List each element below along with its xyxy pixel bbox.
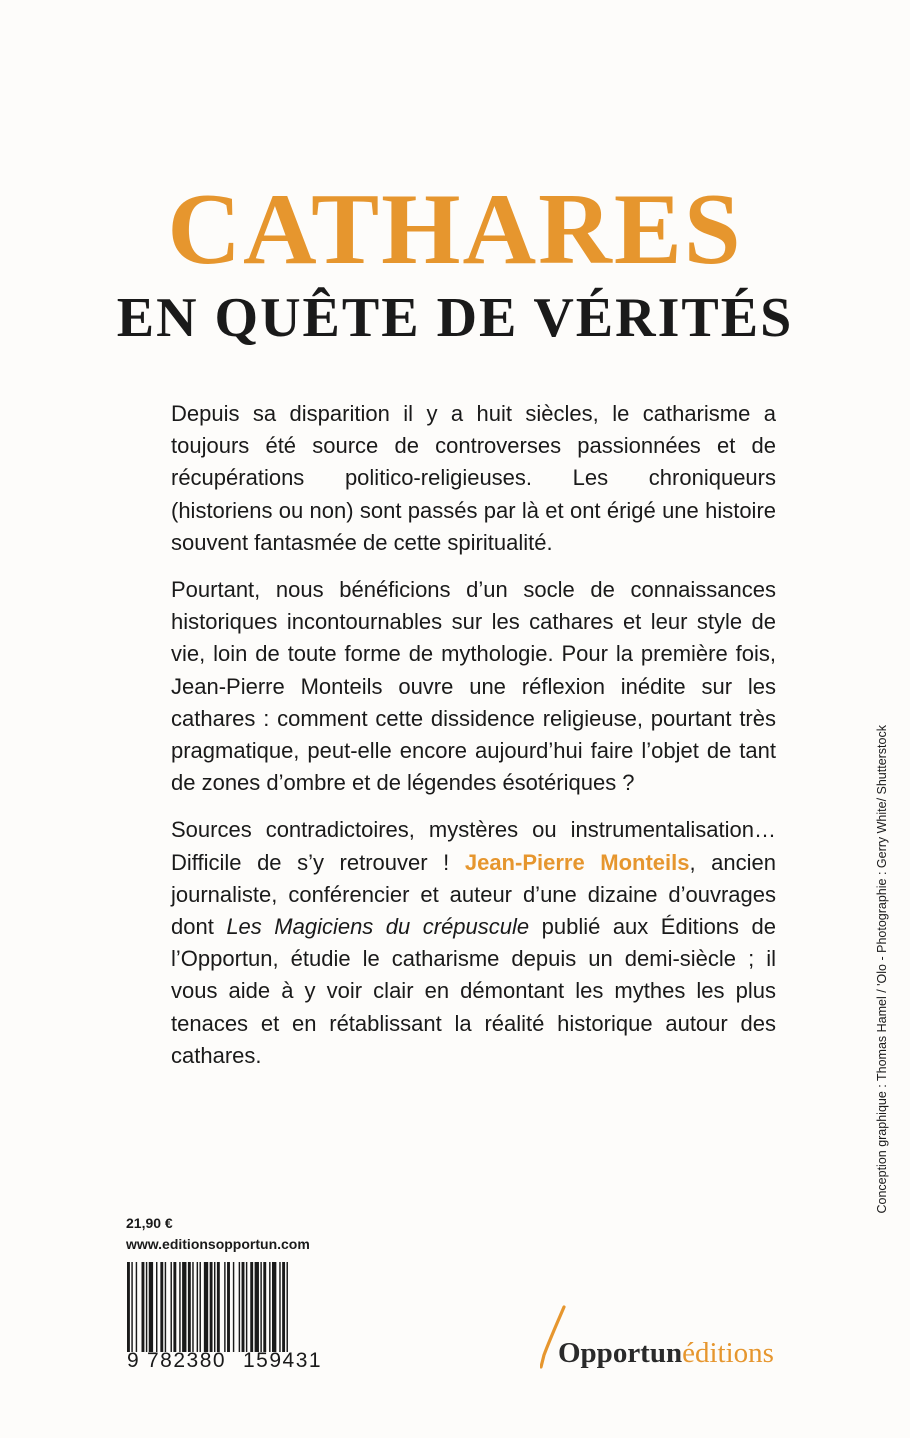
book-title: CATHARES [167,173,743,286]
publisher-logo [540,1305,830,1375]
other-book-title: Les Magiciens du crépuscule [226,914,530,940]
book-subtitle: EN QUÊTE DE VÉRITÉS [116,287,794,349]
isbn-digits [127,1349,337,1373]
isbn-group-1: 782380 [147,1349,227,1372]
isbn-group-2: 159431 [243,1349,323,1372]
price: 21,90 € [126,1215,173,1231]
barcode [127,1262,332,1352]
blurb-paragraph-3 [171,814,776,1072]
blurb-text: , ancien journaliste, conférencier et auteur d’une dizaine d’ouvrages dont [171,849,776,940]
blurb-text: Sources contradictoires, mystères ou instrumentalisation… Difficile de s’y retrouver ! [171,817,776,875]
isbn-first-digit: 9 [127,1349,141,1372]
back-cover-blurb [171,398,776,1087]
publisher-name-part-1: Opportun [558,1337,683,1369]
title-block [0,173,910,349]
design-credit: Conception graphique : Thomas Hamel / 'Olo - Photographie : Gerry White/ Shutterstock [875,725,889,1214]
blurb-paragraph-2: Pourtant, nous bénéficions d’un socle de connaissances historiques incontournables sur les cathares et leur style de vie, loin de toute forme de mythologie. Pour la première fois, Jean-Pierre Monteils ouvre une réflexion inédite sur les cathares : comment cette dissidence religieuse, pourtant très pragmatique, peut-elle encore aujourd’hui faire l’objet de tant de zones d’ombre et de légendes ésotériques ? [171,577,776,796]
publisher-name-part-2: éditions [682,1337,774,1369]
publisher-website: www.editionsopportun.com [126,1236,310,1252]
blurb-paragraph-1: Depuis sa disparition il y a huit siècles, le catharisme a toujours été source de controverses passionnées et de récupérations politico-religieuses. Les chroniqueurs (historiens ou non) sont passés par là et ont érigé une histoire souvent fantasmée de cette spiritualité. [171,401,776,555]
publisher-name [558,1337,774,1370]
blurb-text: publié aux Éditions de l’Opportun, étudie le catharisme depuis un demi-siècle ; il vous aide à y voir clair en démontant les mythes les plus tenaces et en rétablissant la réalité historique autour des cathares. [171,914,776,1068]
author-name: Jean-Pierre Monteils [464,849,690,875]
